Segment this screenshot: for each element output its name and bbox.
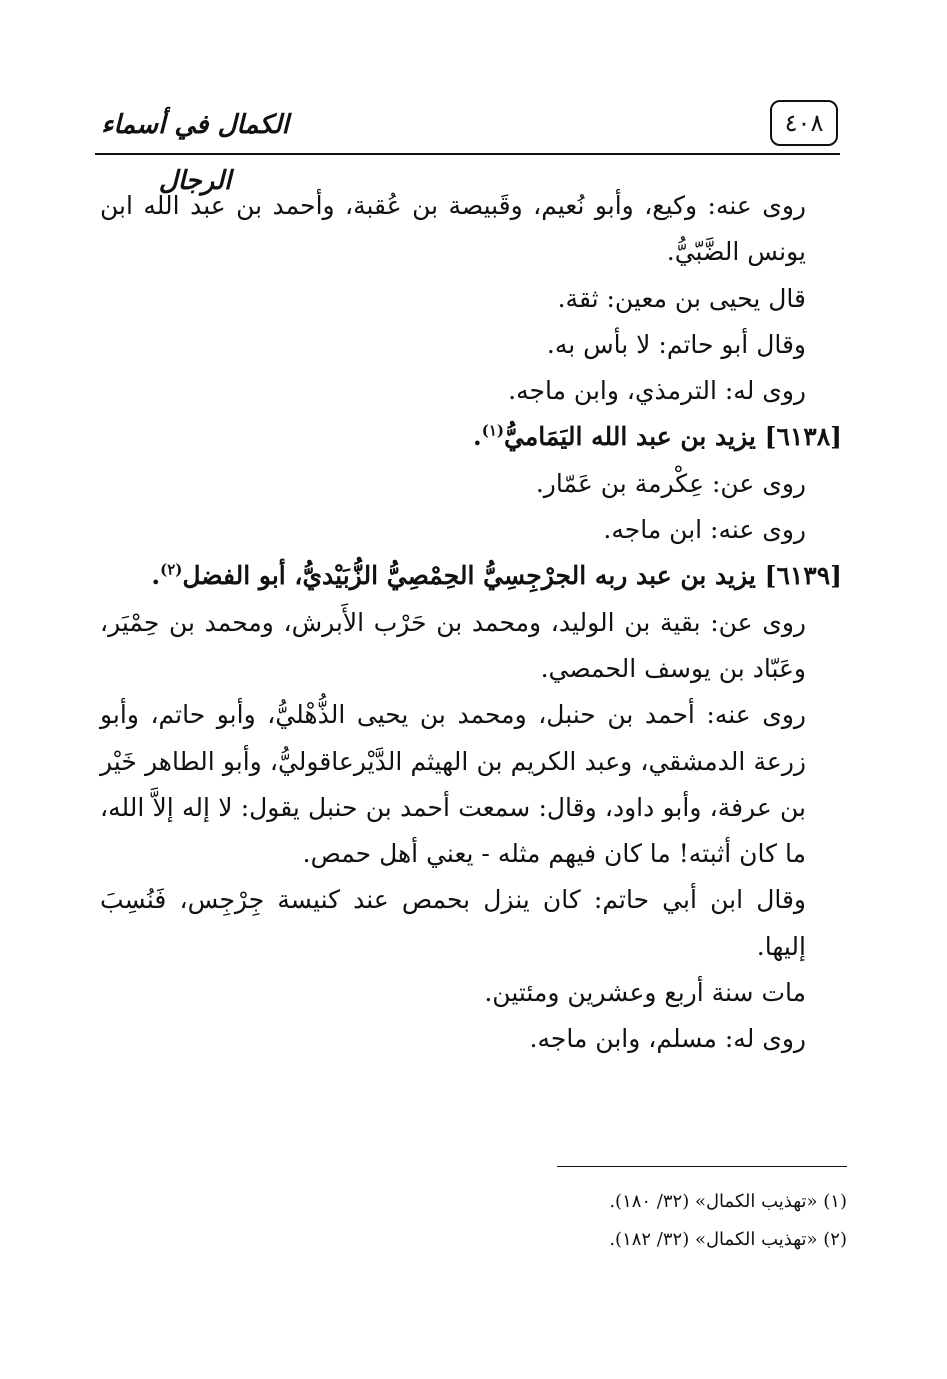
entry-number: [٦١٣٩] <box>764 561 842 591</box>
main-text <box>100 183 842 1063</box>
paragraph: وقال ابن أبي حاتم: كان ينزل بحمص عند كنيسة جِرْجِس، فَنُسِبَ إليها. <box>100 885 806 961</box>
page-number <box>770 100 838 146</box>
footnote: (١) «تهذيب الكمال» (٣٢/ ١٨٠). <box>609 1191 847 1212</box>
footnote-ref: (٢) <box>160 561 183 580</box>
paragraph: روى عنه: أحمد بن حنبل، ومحمد بن يحيى الذُّهْليُّ، وأبو حاتم، وأبو زرعة الدمشقي، وعبد الكريم بن الهيثم الدَّيْرعاقوليُّ، وأبو الطاهر خَيْر بن عرفة، وأبو داود، وقال: سمعت أحمد بن حنبل يقول: لا إله إلاَّ الله، ما كان أثبته! ما كان فيهم مثله - يعني أهل حمص. <box>100 700 806 869</box>
paragraph: روى عن: بقية بن الوليد، ومحمد بن حَرْب الأَبرش، ومحمد بن حِمْيَر، وعَبّاد بن يوسف الحمصي. <box>100 607 806 683</box>
footnotes <box>360 1183 847 1259</box>
entry-end: . <box>151 561 161 591</box>
footnote-divider <box>557 1166 847 1167</box>
paragraph: روى له: مسلم، وابن ماجه. <box>529 1024 806 1054</box>
footnote-ref: (١) <box>481 422 504 441</box>
paragraph: مات سنة أربع وعشرين ومئتين. <box>484 978 806 1008</box>
footnote: (٢) «تهذيب الكمال» (٣٢/ ١٨٢). <box>609 1229 847 1250</box>
paragraph: قال يحيى بن معين: ثقة. <box>557 283 806 313</box>
running-title: الكمال في أسماء الرجال <box>101 110 289 196</box>
entry-name: يزيد بن عبد الله اليَمَاميُّ <box>504 422 756 452</box>
entry-heading <box>100 553 842 599</box>
paragraph: روى عنه: ابن ماجه. <box>603 515 806 545</box>
entry-end: . <box>473 422 482 452</box>
entry-number: [٦١٣٨] <box>764 422 842 452</box>
paragraph: وقال أبو حاتم: لا بأس به. <box>546 329 806 359</box>
paragraph: روى عنه: وكيع، وأبو نُعيم، وقَبيصة بن عُقبة، وأحمد بن عبد الله ابن يونس الضَّبّيُّ. <box>100 191 806 267</box>
entry-name: يزيد بن عبد ربه الجرْجِسِيُّ الحِمْصِيُّ الزُّبَيْديُّ، أبو الفضل <box>182 561 756 591</box>
entry-heading <box>100 414 842 460</box>
page-number-text: ٤٠٨ <box>784 109 824 137</box>
paragraph: روى له: الترمذي، وابن ماجه. <box>508 376 806 406</box>
paragraph: روى عن: عِكْرمة بن عَمّار. <box>535 468 806 498</box>
header-divider <box>95 153 840 155</box>
